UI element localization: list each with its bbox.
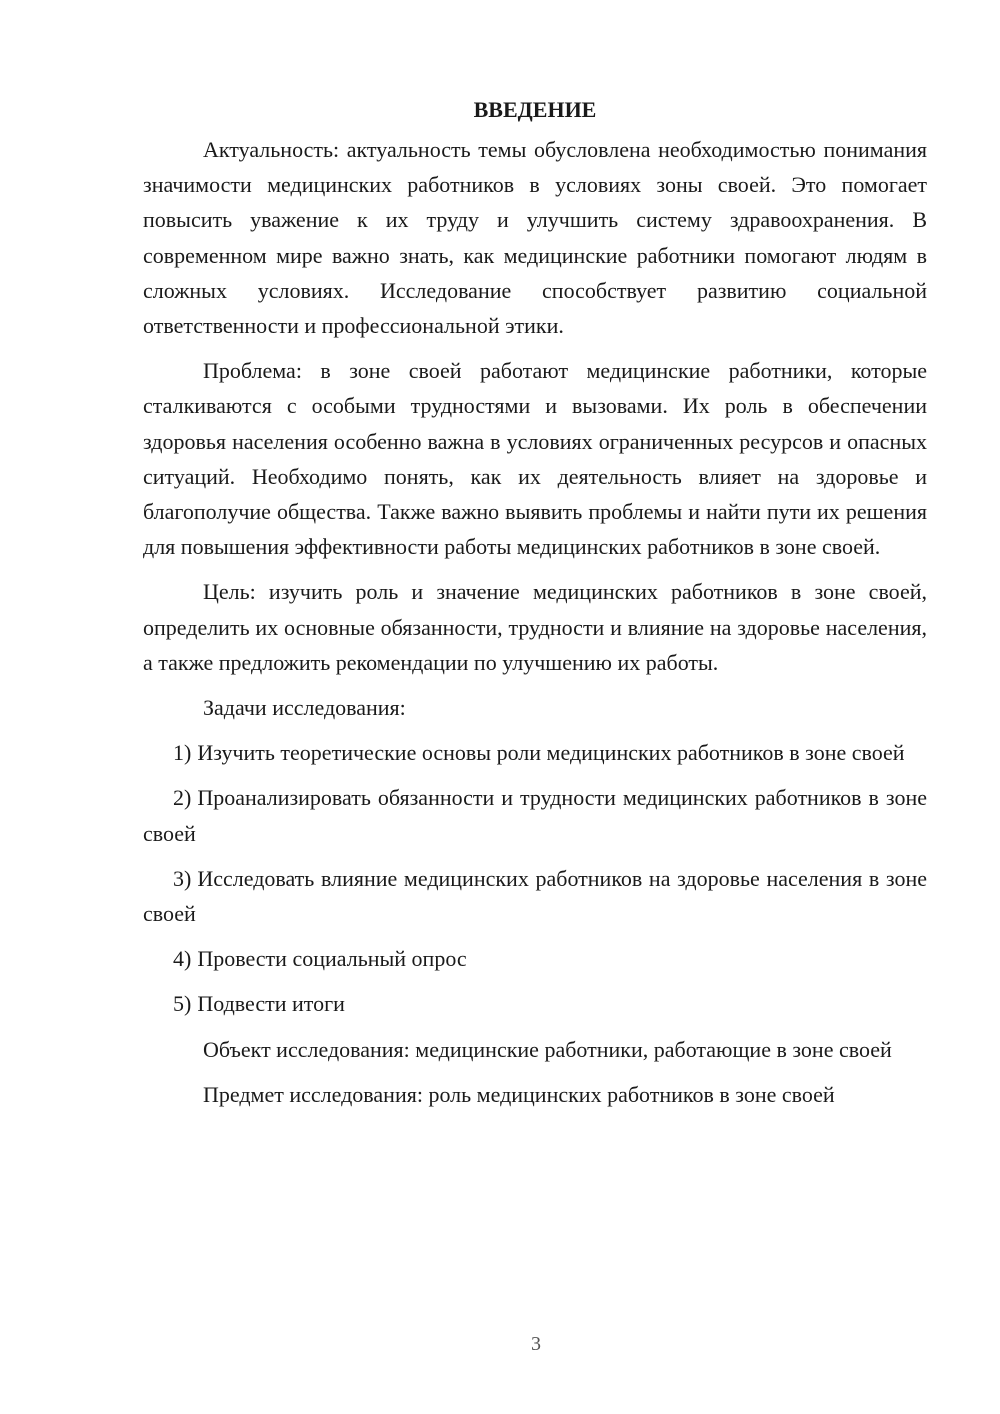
task-text: Проанализировать обязанности и трудности медицинских работников в зоне своей — [143, 785, 927, 846]
task-number: 2) — [173, 785, 192, 811]
page-number: 3 — [531, 1333, 541, 1355]
section-title: ВВЕДЕНИЕ — [473, 97, 597, 122]
paragraph-relevance: Актуальность: актуальность темы обусловлена необходимостью понимания значимости медицинских работников в условиях зоны своей. Это помогает повысить уважение к их труду и улучшить систему здравоохранения. В современном мире важно знать, как медицинские работники помогают людям в сложных условиях. Исследование способствует развитию социальной ответственности и профессиональной этики. — [143, 137, 927, 339]
task-item-3 — [143, 861, 927, 931]
paragraph-object: Объект исследования: медицинские работники, работающие в зоне своей — [203, 1036, 892, 1062]
paragraph-tasks-heading: Задачи исследования: — [203, 695, 406, 721]
task-item-2 — [143, 780, 927, 850]
task-item-1 — [143, 735, 927, 770]
task-number: 5) — [173, 991, 192, 1017]
task-number: 3) — [173, 865, 192, 891]
paragraph-subject: Предмет исследования: роль медицинских работников в зоне своей — [203, 1081, 835, 1107]
task-text: Исследовать влияние медицинских работников на здоровье населения в зоне своей — [143, 865, 927, 927]
task-text: Изучить теоретические основы роли медицинских работников в зоне своей — [197, 740, 905, 766]
task-item-4 — [143, 941, 927, 976]
task-number: 1) — [173, 740, 192, 766]
task-text: Подвести итоги — [197, 991, 345, 1017]
task-number: 4) — [173, 946, 192, 972]
task-text: Провести социальный опрос — [197, 946, 467, 972]
paragraph-problem: Проблема: в зоне своей работают медицинские работники, которые сталкиваются с особыми трудностями и вызовами. Их роль в обеспечении здоровья населения особенно важна в условиях ограниченных ресурсов и опасных ситуаций. Необходимо понять, как их деятельность влияет на здоровье и благополучие общества. Также важно выявить проблемы и найти пути их решения для повышения эффективности работы медицинских работников в зоне своей. — [143, 358, 927, 560]
paragraph-goal: Цель: изучить роль и значение медицинских работников в зоне своей, определить их основные обязанности, трудности и влияние на здоровье населения, а также предложить рекомендации по улучшению их работы. — [143, 579, 927, 675]
task-item-5 — [143, 986, 927, 1021]
document-page — [143, 92, 927, 1122]
